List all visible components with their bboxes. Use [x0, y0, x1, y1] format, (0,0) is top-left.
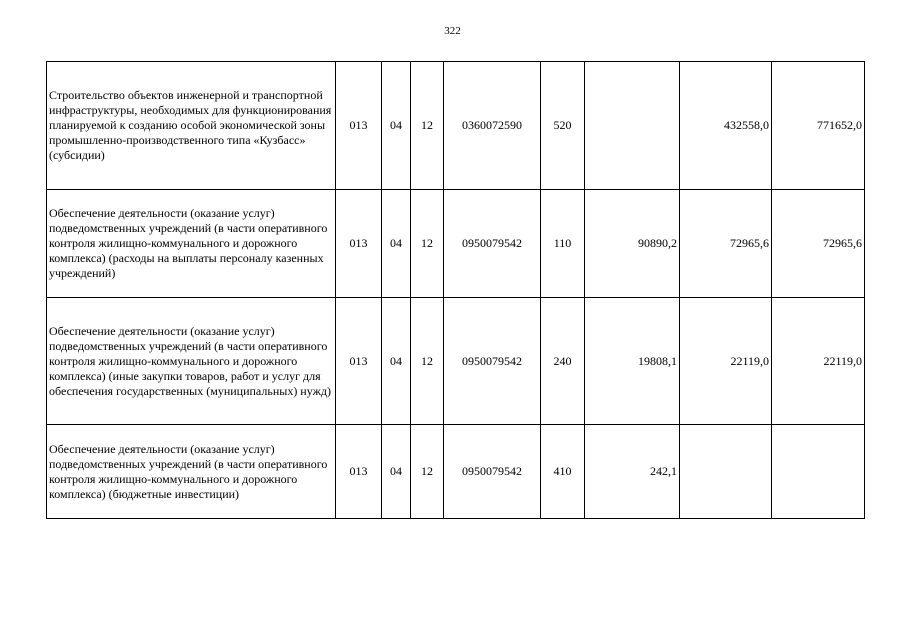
ministry-code: 013	[336, 62, 382, 190]
sum-year-2	[680, 425, 772, 519]
subsection-code: 12	[411, 62, 444, 190]
row-description: Строительство объектов инженерной и транспортной инфраструктуры, необходимых для функционирования планируемой к созданию особой экономической зоны промышленно-производственного типа «Кузбасс» (субсидии)	[47, 62, 336, 190]
page-number: 322	[444, 25, 461, 37]
expense-type-code: 410	[541, 425, 585, 519]
ministry-code: 013	[336, 298, 382, 425]
sum-year-1: 242,1	[585, 425, 680, 519]
target-article-code: 0950079542	[444, 298, 541, 425]
expense-type-code: 520	[541, 62, 585, 190]
subsection-code: 12	[411, 190, 444, 298]
ministry-code: 013	[336, 190, 382, 298]
row-description: Обеспечение деятельности (оказание услуг) подведомственных учреждений (в части оперативного контроля жилищно-коммунального и дорожного комплекса) (иные закупки товаров, работ и услуг для обеспечения государственных (муниципальных) нужд)	[47, 298, 336, 425]
expense-type-code: 240	[541, 298, 585, 425]
sum-year-2: 22119,0	[680, 298, 772, 425]
table-row	[47, 190, 865, 298]
sum-year-3: 771652,0	[772, 62, 865, 190]
section-code: 04	[382, 298, 411, 425]
section-code: 04	[382, 425, 411, 519]
sum-year-2: 72965,6	[680, 190, 772, 298]
sum-year-1: 19808,1	[585, 298, 680, 425]
table-row	[47, 298, 865, 425]
sum-year-2: 432558,0	[680, 62, 772, 190]
target-article-code: 0950079542	[444, 190, 541, 298]
section-code: 04	[382, 62, 411, 190]
expense-type-code: 110	[541, 190, 585, 298]
row-description: Обеспечение деятельности (оказание услуг) подведомственных учреждений (в части оперативного контроля жилищно-коммунального и дорожного комплекса) (расходы на выплаты персоналу казенных учреждений)	[47, 190, 336, 298]
sum-year-1: 90890,2	[585, 190, 680, 298]
sum-year-3: 72965,6	[772, 190, 865, 298]
target-article-code: 0360072590	[444, 62, 541, 190]
table-row	[47, 62, 865, 190]
ministry-code: 013	[336, 425, 382, 519]
target-article-code: 0950079542	[444, 425, 541, 519]
sum-year-1	[585, 62, 680, 190]
table-row	[47, 425, 865, 519]
section-code: 04	[382, 190, 411, 298]
subsection-code: 12	[411, 298, 444, 425]
subsection-code: 12	[411, 425, 444, 519]
sum-year-3: 22119,0	[772, 298, 865, 425]
sum-year-3	[772, 425, 865, 519]
row-description: Обеспечение деятельности (оказание услуг) подведомственных учреждений (в части оперативного контроля жилищно-коммунального и дорожного комплекса) (бюджетные инвестиции)	[47, 425, 336, 519]
budget-table	[46, 61, 865, 519]
